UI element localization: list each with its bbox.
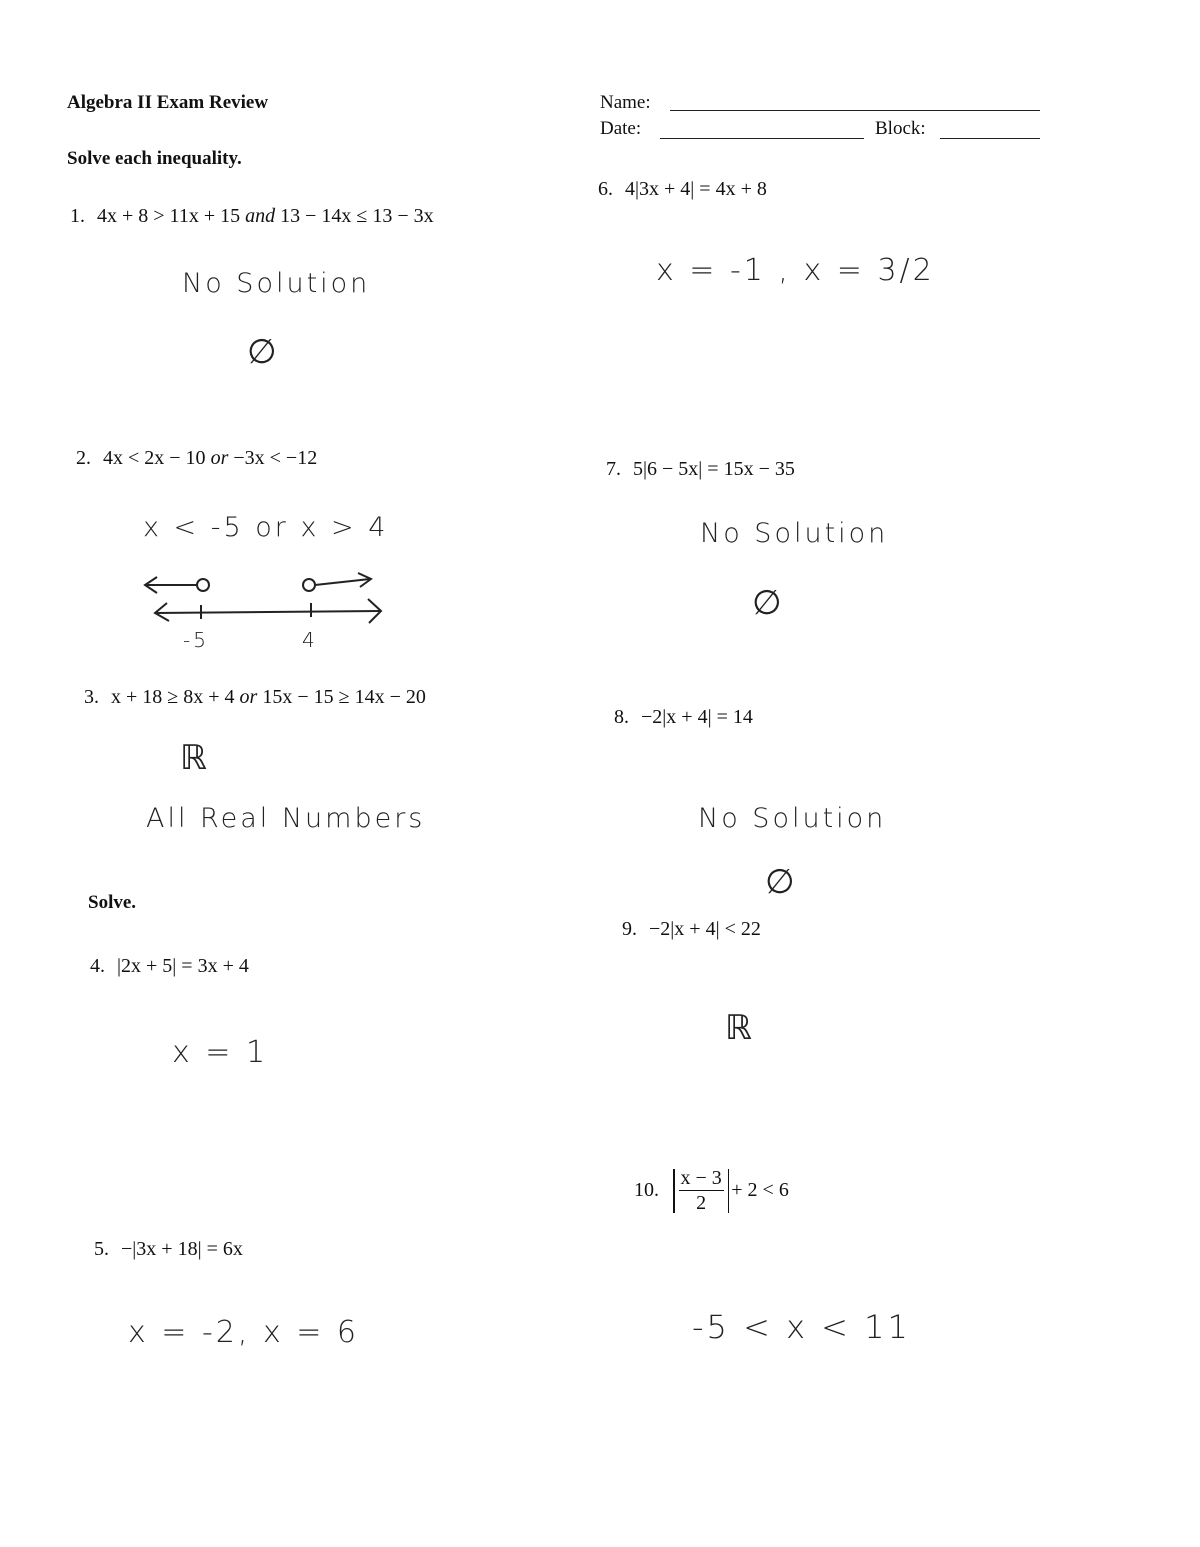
answer-10-text: -5 < x < 11 bbox=[692, 1308, 911, 1346]
problem-5 bbox=[94, 1238, 243, 1261]
problem-connector: or bbox=[210, 447, 229, 469]
answer-7-text: No Solution bbox=[700, 518, 889, 549]
section-heading-solve: Solve. bbox=[88, 892, 137, 913]
problem-3 bbox=[84, 686, 426, 709]
absolute-value-bar bbox=[728, 1169, 730, 1213]
block-label: Block: bbox=[875, 118, 926, 139]
problem-expression: x + 18 ≥ 8x + 4 bbox=[111, 686, 235, 708]
problem-expression: 4x + 8 > 11x + 15 bbox=[97, 205, 241, 227]
block-field-line[interactable] bbox=[940, 138, 1040, 139]
answer-6-text: x = -1 , x = 3/2 bbox=[656, 253, 935, 288]
section-heading-inequality: Solve each inequality. bbox=[67, 148, 242, 169]
page-title: Algebra II Exam Review bbox=[67, 92, 269, 113]
answer-4-text: x = 1 bbox=[172, 1035, 269, 1070]
number-line-label: 4 bbox=[302, 628, 318, 652]
problem-connector: and bbox=[245, 205, 276, 227]
problem-expression: −2|x + 4| < 22 bbox=[649, 918, 761, 940]
problem-expression: 15x − 15 ≥ 14x − 20 bbox=[262, 686, 426, 708]
answer-3-text: All Real Numbers bbox=[146, 803, 426, 834]
problem-expression: 13 − 14x ≤ 13 − 3x bbox=[280, 205, 434, 227]
fraction-numerator: x − 3 bbox=[680, 1167, 722, 1189]
problem-10 bbox=[634, 1168, 789, 1213]
answer-5-text: x = -2, x = 6 bbox=[128, 1315, 359, 1350]
number-line-diagram bbox=[135, 565, 395, 625]
problem-number: 9. bbox=[622, 918, 637, 940]
fraction-denominator: 2 bbox=[696, 1192, 707, 1214]
problem-expression: |2x + 5| = 3x + 4 bbox=[117, 955, 249, 977]
problem-expression: 4x < 2x − 10 bbox=[103, 447, 206, 469]
problem-number: 4. bbox=[90, 955, 105, 977]
problem-7 bbox=[606, 458, 795, 481]
problem-number: 5. bbox=[94, 1238, 109, 1260]
answer-1-text: No Solution bbox=[182, 268, 371, 299]
problem-number: 10. bbox=[634, 1179, 659, 1201]
answer-8-text: No Solution bbox=[698, 803, 887, 834]
name-field-line[interactable] bbox=[670, 110, 1040, 111]
problem-expression bbox=[671, 1168, 789, 1213]
number-line-label: -5 bbox=[183, 628, 209, 652]
axis-line bbox=[155, 611, 380, 613]
problem-number: 1. bbox=[70, 205, 85, 227]
answer-3-symbol: ℝ bbox=[180, 738, 207, 778]
problem-4 bbox=[90, 955, 249, 978]
problem-connector: or bbox=[239, 686, 258, 708]
problem-expression: −3x < −12 bbox=[233, 447, 318, 469]
answer-8-symbol: ∅ bbox=[765, 862, 795, 902]
problem-number: 8. bbox=[614, 706, 629, 728]
problem-number: 2. bbox=[76, 447, 91, 469]
name-label: Name: bbox=[600, 92, 651, 113]
problem-2 bbox=[76, 447, 317, 470]
problem-expression: 4|3x + 4| = 4x + 8 bbox=[625, 178, 767, 200]
fraction bbox=[679, 1168, 724, 1213]
answer-9-symbol: ℝ bbox=[725, 1008, 752, 1048]
problem-expression: 5|6 − 5x| = 15x − 35 bbox=[633, 458, 795, 480]
open-circle-icon bbox=[197, 579, 209, 591]
ray-right bbox=[315, 579, 370, 585]
answer-2-text: x < -5 or x > 4 bbox=[143, 512, 389, 543]
problem-number: 6. bbox=[598, 178, 613, 200]
problem-6 bbox=[598, 178, 767, 201]
problem-9 bbox=[622, 918, 761, 941]
problem-expression: −|3x + 18| = 6x bbox=[121, 1238, 243, 1260]
answer-1-symbol: ∅ bbox=[247, 332, 277, 372]
problem-expression: −2|x + 4| = 14 bbox=[641, 706, 753, 728]
date-field-line[interactable] bbox=[660, 138, 864, 139]
expression-tail: + 2 < 6 bbox=[731, 1179, 789, 1201]
date-label: Date: bbox=[600, 118, 642, 139]
problem-1 bbox=[70, 205, 434, 228]
absolute-value-bar bbox=[673, 1169, 675, 1213]
problem-number: 3. bbox=[84, 686, 99, 708]
open-circle-icon bbox=[303, 579, 315, 591]
answer-7-symbol: ∅ bbox=[752, 583, 782, 623]
problem-8 bbox=[614, 706, 753, 729]
problem-number: 7. bbox=[606, 458, 621, 480]
